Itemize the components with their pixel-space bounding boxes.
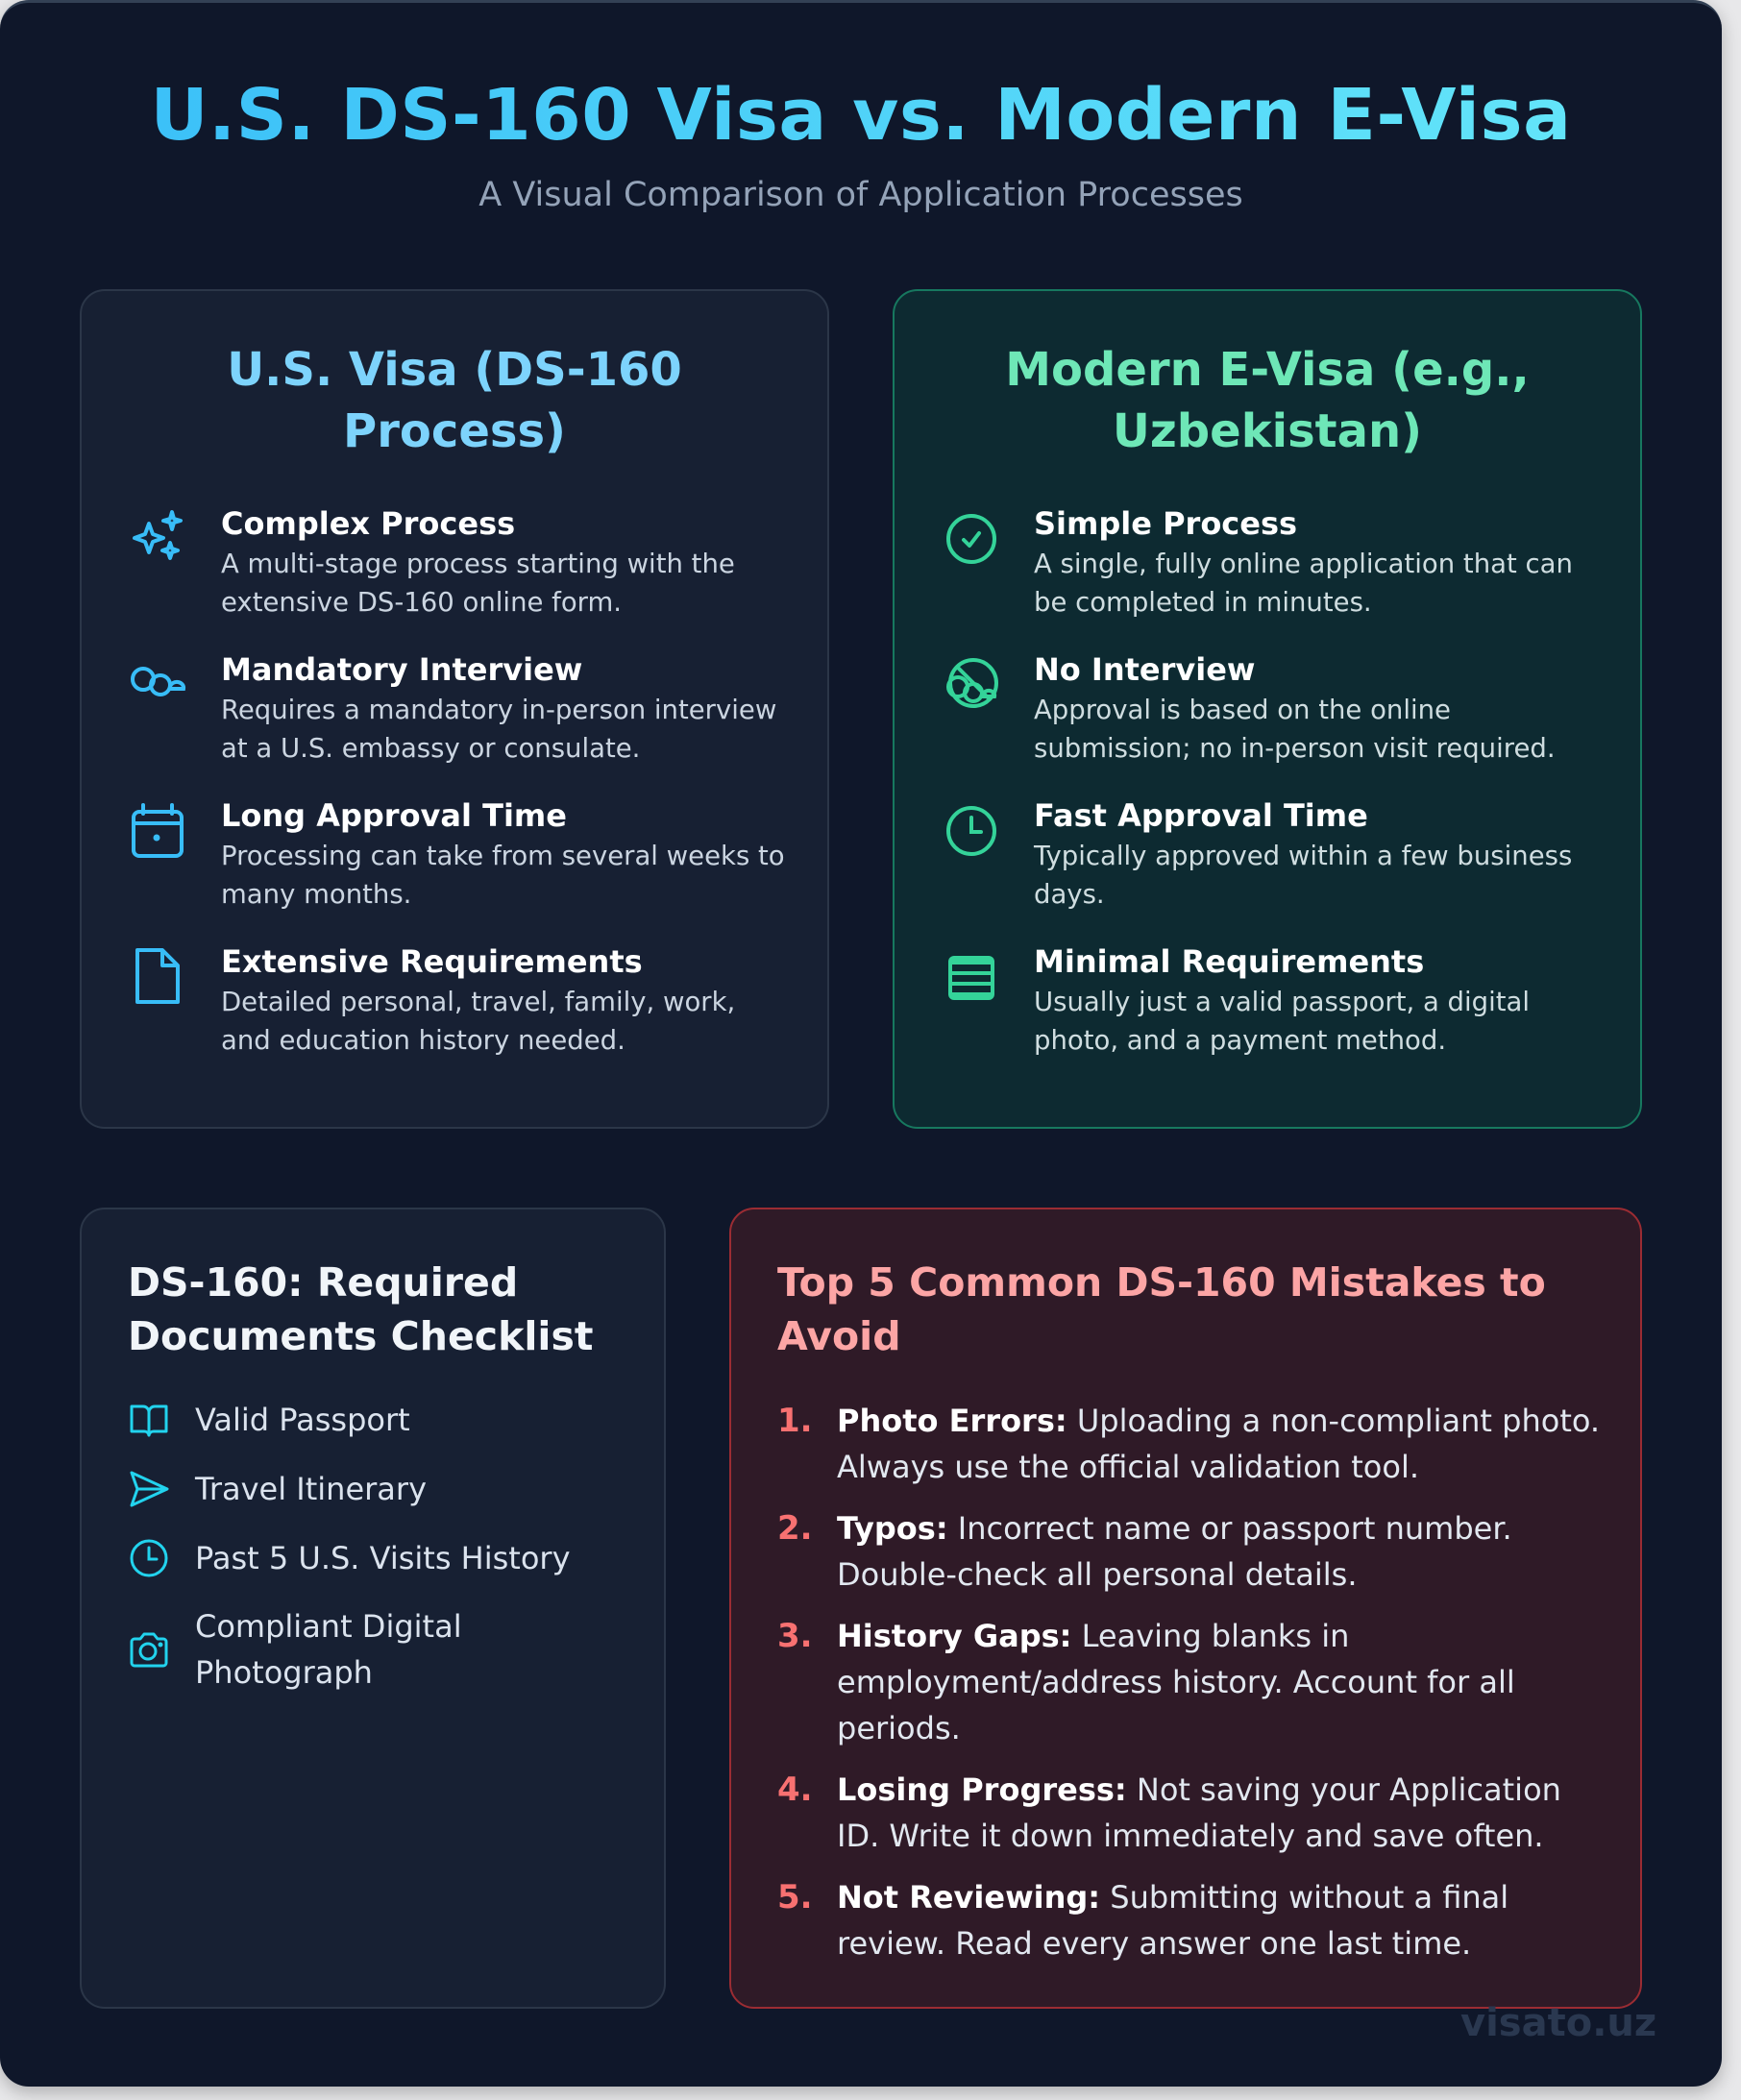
mistake-item bbox=[777, 1398, 1602, 1490]
mistake-text bbox=[837, 1767, 1602, 1859]
mistake-description: Submitting without a final review. Read every answer one last time. bbox=[837, 1879, 1509, 1962]
checklist-item-passport bbox=[128, 1396, 635, 1444]
page-title: U.S. DS-160 Visa vs. Modern E-Visa bbox=[0, 74, 1722, 157]
feature-mandatory-interview bbox=[128, 650, 789, 768]
mistake-text bbox=[837, 1874, 1602, 1966]
checklist-label: Compliant Digital Photograph bbox=[195, 1608, 462, 1691]
feature-heading: Long Approval Time bbox=[221, 797, 567, 834]
mistake-number: 3. bbox=[777, 1617, 813, 1655]
book-open-icon bbox=[128, 1399, 170, 1441]
mistake-description: Incorrect name or passport number. Double-check all personal details. bbox=[837, 1510, 1512, 1593]
checklist-title: DS-160: Required Documents Checklist bbox=[128, 1259, 594, 1359]
feature-minimal-requirements bbox=[941, 942, 1602, 1060]
calendar-icon bbox=[128, 800, 189, 862]
feature-fast-approval bbox=[941, 796, 1602, 914]
feature-heading: Minimal Requirements bbox=[1034, 943, 1425, 980]
mistake-description: Uploading a non-compliant photo. Always use the official validation tool. bbox=[837, 1403, 1601, 1485]
mistake-number: 5. bbox=[777, 1878, 813, 1917]
mistake-item bbox=[777, 1505, 1602, 1598]
mistake-description: Leaving blanks in employment/address history. Account for all periods. bbox=[837, 1618, 1515, 1746]
list-stack-icon bbox=[941, 946, 1002, 1008]
feature-description: Requires a mandatory in-person interview at a U.S. embassy or consulate. bbox=[221, 695, 777, 764]
send-plane-icon bbox=[128, 1468, 170, 1510]
checklist-label: Past 5 U.S. Visits History bbox=[195, 1540, 571, 1576]
no-interview-icon bbox=[941, 654, 1002, 716]
mistake-number: 1. bbox=[777, 1402, 813, 1440]
camera-icon bbox=[128, 1628, 170, 1671]
us-visa-card bbox=[80, 289, 829, 1129]
clock-icon bbox=[941, 800, 1002, 862]
mistake-item bbox=[777, 1767, 1602, 1859]
mistake-item bbox=[777, 1874, 1602, 1966]
interview-bubbles-icon bbox=[128, 654, 189, 716]
checklist-item-photograph bbox=[128, 1603, 635, 1696]
feature-heading: No Interview bbox=[1034, 651, 1256, 688]
feature-description: Detailed personal, travel, family, work, and education history needed. bbox=[221, 987, 736, 1056]
mistake-label: Typos: bbox=[837, 1510, 948, 1547]
page-subtitle: A Visual Comparison of Application Processes bbox=[478, 176, 1243, 214]
mistake-number: 4. bbox=[777, 1770, 813, 1809]
evisa-card bbox=[893, 289, 1642, 1129]
feature-description: Processing can take from several weeks to many months. bbox=[221, 841, 785, 910]
feature-description: Usually just a valid passport, a digital photo, and a payment method. bbox=[1034, 987, 1531, 1056]
watermark: visato.uz bbox=[1460, 2001, 1657, 2045]
mistake-number: 2. bbox=[777, 1509, 813, 1548]
mistake-text bbox=[837, 1613, 1602, 1751]
mistake-label: History Gaps: bbox=[837, 1618, 1072, 1654]
feature-simple-process bbox=[941, 504, 1602, 622]
feature-heading: Extensive Requirements bbox=[221, 943, 643, 980]
feature-description: A single, fully online application that can be completed in minutes. bbox=[1034, 549, 1573, 618]
document-icon bbox=[128, 946, 189, 1008]
feature-heading: Mandatory Interview bbox=[221, 651, 583, 688]
checklist-item-visits-history bbox=[128, 1534, 635, 1582]
feature-heading: Fast Approval Time bbox=[1034, 797, 1368, 834]
mistakes-title: Top 5 Common DS-160 Mistakes to Avoid bbox=[777, 1259, 1546, 1359]
documents-checklist-card bbox=[80, 1208, 666, 2009]
feature-extensive-requirements bbox=[128, 942, 789, 1060]
mistake-text bbox=[837, 1505, 1602, 1598]
check-circle-icon bbox=[941, 508, 1002, 570]
checklist-label: Travel Itinerary bbox=[195, 1471, 427, 1507]
feature-description: A multi-stage process starting with the extensive DS-160 online form. bbox=[221, 549, 735, 618]
checklist-label: Valid Passport bbox=[195, 1402, 410, 1438]
feature-complex-process bbox=[128, 504, 789, 622]
checklist-item-itinerary bbox=[128, 1465, 635, 1513]
us-card-title: U.S. Visa (DS-160 Process) bbox=[227, 343, 682, 458]
feature-no-interview bbox=[941, 650, 1602, 768]
sparkles-icon bbox=[128, 508, 189, 570]
mistake-label: Photo Errors: bbox=[837, 1403, 1067, 1439]
feature-description: Approval is based on the online submission; no in-person visit required. bbox=[1034, 695, 1556, 764]
feature-description: Typically approved within a few business days. bbox=[1034, 841, 1573, 910]
mistake-label: Not Reviewing: bbox=[837, 1879, 1101, 1916]
feature-heading: Complex Process bbox=[221, 505, 516, 542]
evisa-card-title: Modern E-Visa (e.g., Uzbekistan) bbox=[1005, 343, 1530, 458]
mistake-label: Losing Progress: bbox=[837, 1771, 1127, 1808]
common-mistakes-card bbox=[729, 1208, 1642, 2009]
feature-heading: Simple Process bbox=[1034, 505, 1298, 542]
feature-long-approval bbox=[128, 796, 789, 914]
mistake-item bbox=[777, 1613, 1602, 1751]
clock-icon bbox=[128, 1537, 170, 1579]
mistake-description: Not saving your Application ID. Write it down immediately and save often. bbox=[837, 1771, 1561, 1854]
mistake-text bbox=[837, 1398, 1602, 1490]
